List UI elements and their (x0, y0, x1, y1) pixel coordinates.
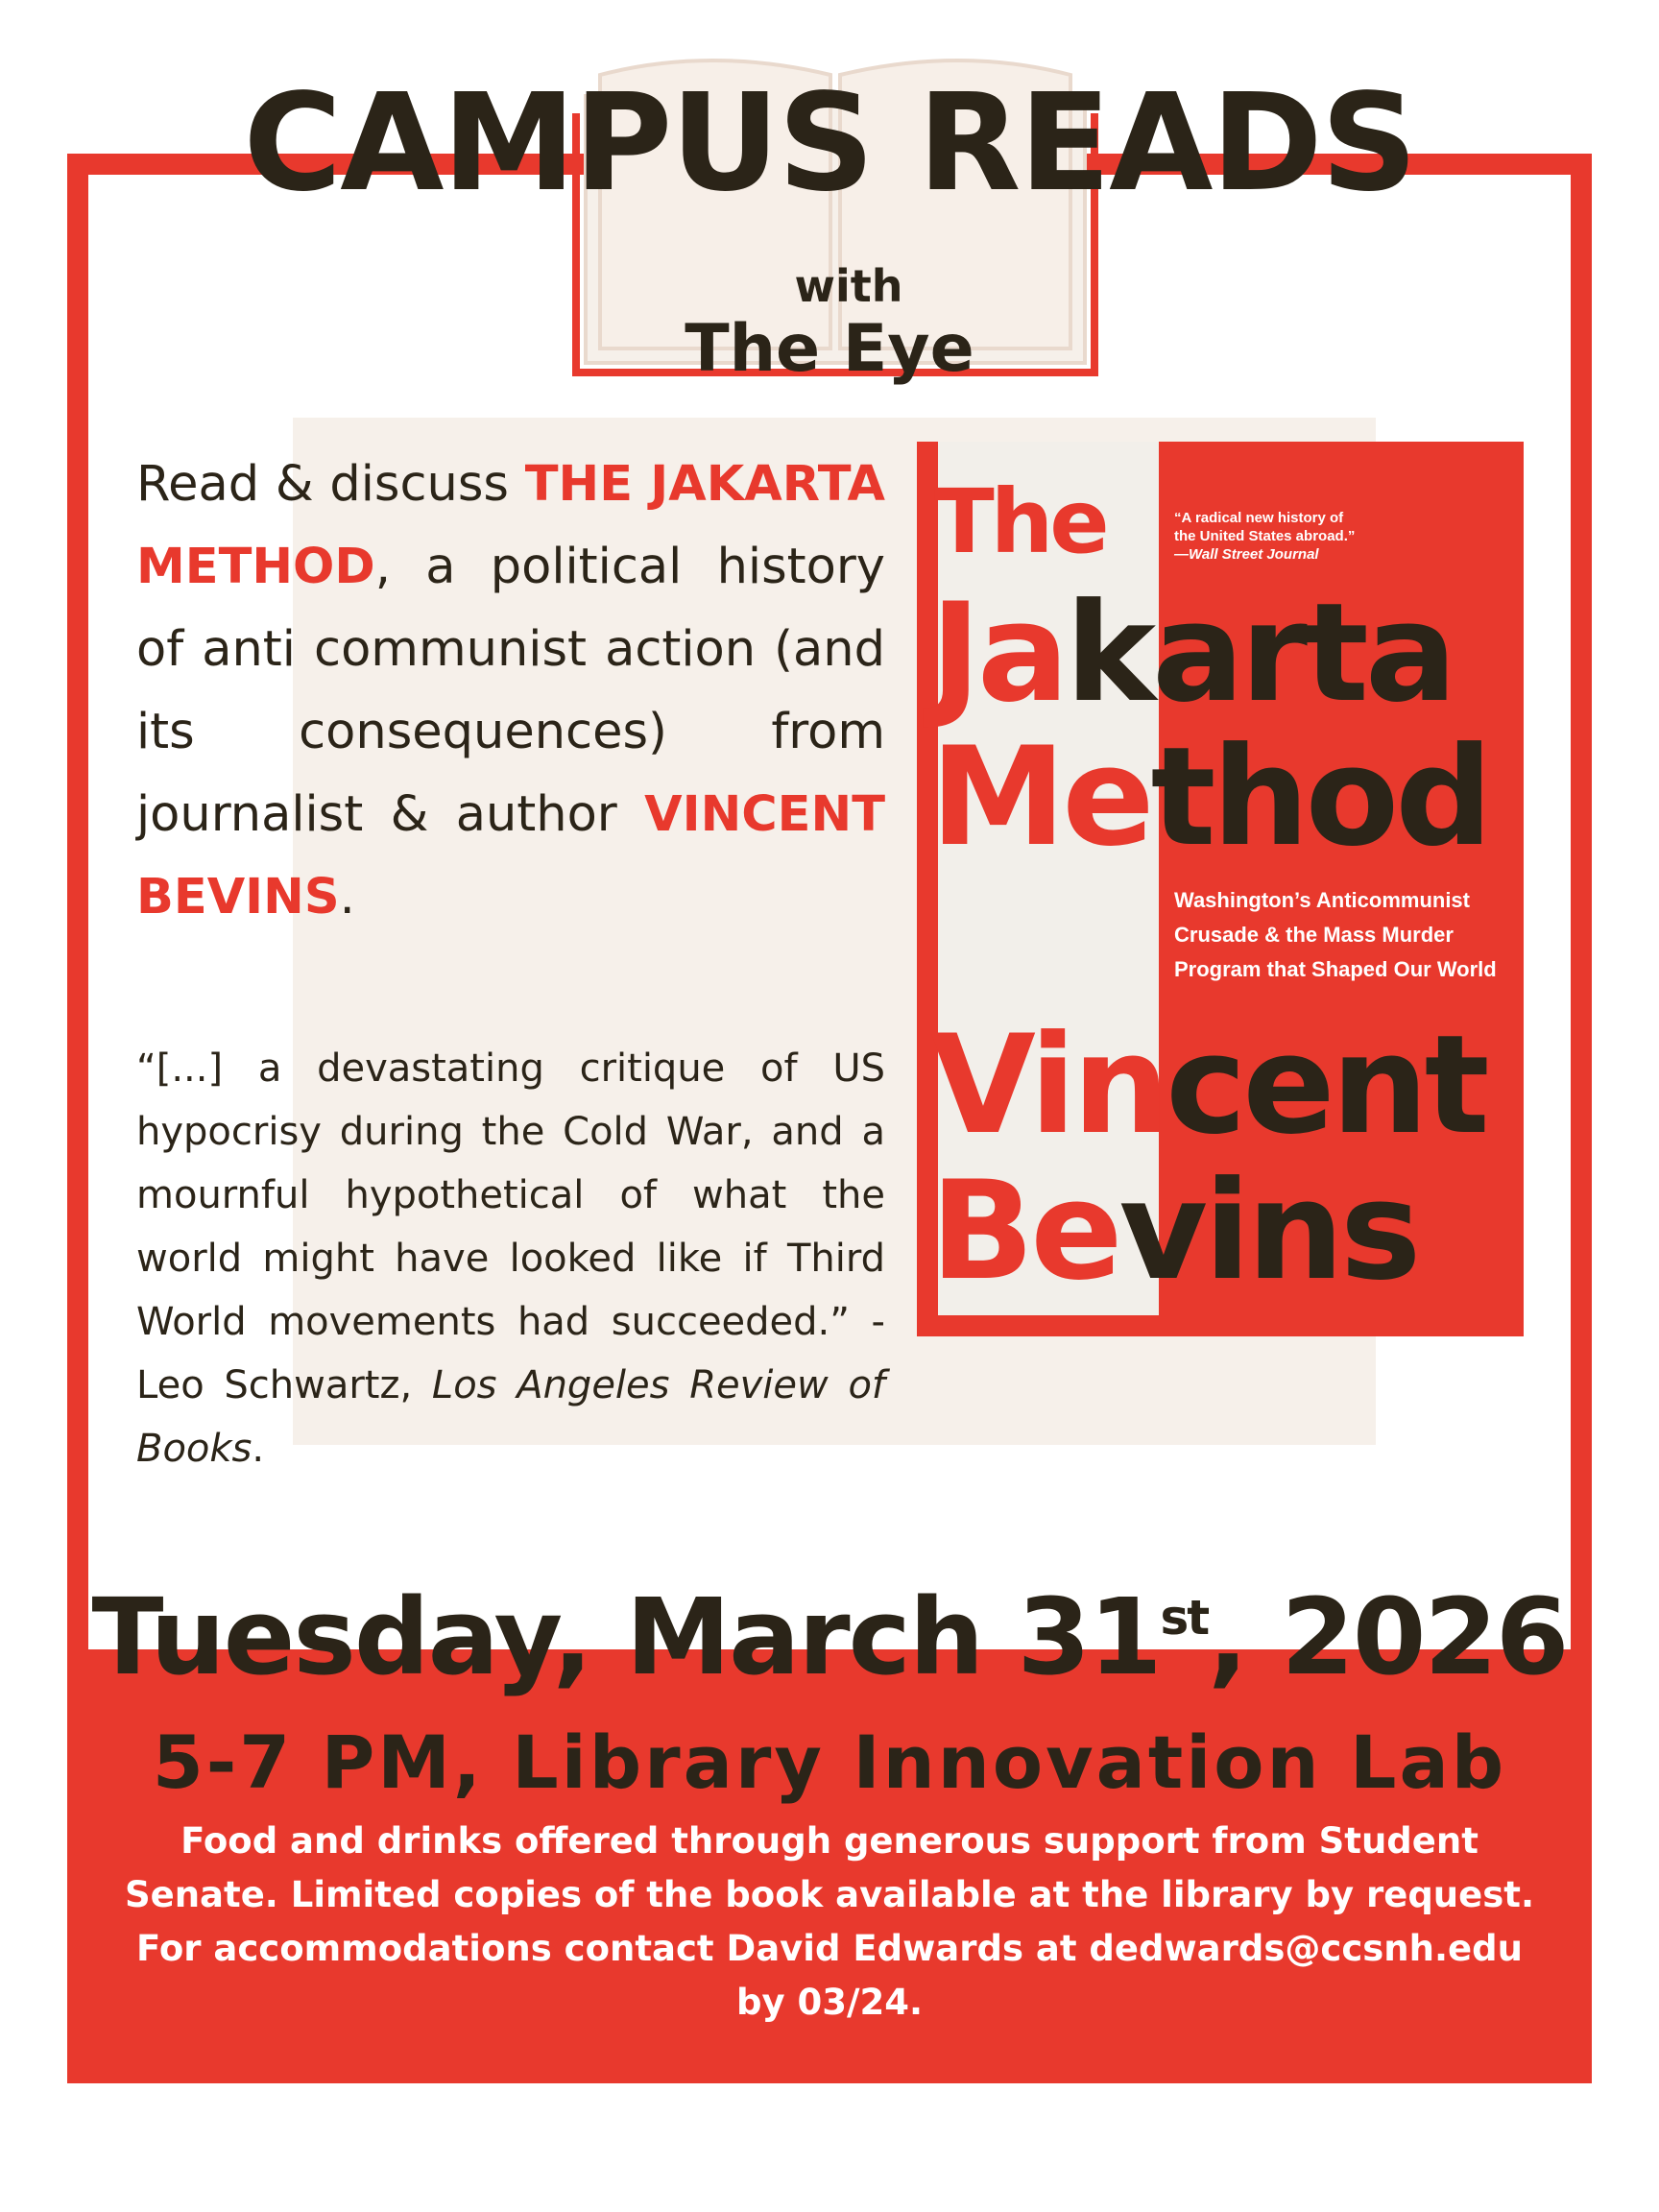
event-details: Food and drinks offered through generous support from Student Senate. Limited copies of the book available at the library by request. For accommodations contact David Edwards at dedwards@ccsnh.edu by 03/24. (124, 1820, 1535, 2023)
intro-text-1: Read & discuss (136, 456, 525, 513)
title-the-eye: The Eye (685, 311, 974, 387)
cover-praise-text: “A radical new history of the United States abroad.” (1174, 510, 1356, 544)
title-with: with (794, 260, 903, 312)
book-cover (917, 442, 1524, 1336)
cover-praise (1174, 509, 1366, 564)
cover-author-first: Vincent (930, 1006, 1486, 1165)
poster-title: CAMPUS READS (243, 65, 1416, 222)
cover-title-the: The (934, 470, 1106, 573)
quote-text: “[...] a devastating critique of US hypocrisy during the Cold War, and a mournful hypothetical of what the world might have looked like if Third World movements had succeeded.” - Leo Schwartz, (136, 1046, 885, 1407)
date-year: , 2026 (1208, 1575, 1568, 1698)
cover-praise-source: —Wall Street Journal (1174, 546, 1319, 563)
quote-source: Los Angeles Review of Books (136, 1363, 885, 1471)
book-title-highlight: THE JAKARTA METHOD (136, 456, 886, 595)
author-highlight: VINCENT BEVINS (136, 786, 885, 926)
date-suffix: st (1160, 1590, 1209, 1646)
quote-end: . (252, 1427, 265, 1471)
intro-paragraph (136, 444, 885, 939)
cover-title-jakarta: Jakarta (930, 574, 1454, 733)
intro-text-2: , a political history of anti communist action (and its consequences) from journalist & author (136, 539, 885, 843)
event-date (0, 1575, 1659, 1698)
intro-text-3: . (339, 869, 355, 926)
event-time-place: 5-7 PM, Library Innovation Lab (152, 1719, 1507, 1805)
date-main: Tuesday, March 31 (91, 1575, 1161, 1698)
cover-subtitle: Washington’s Anticommunist Crusade & the Mass Murder Program that Shaped Our World (1174, 888, 1497, 981)
review-quote (136, 1037, 885, 1480)
cover-title-method: Method (930, 718, 1489, 877)
cover-author-last: Bevins (930, 1152, 1418, 1310)
